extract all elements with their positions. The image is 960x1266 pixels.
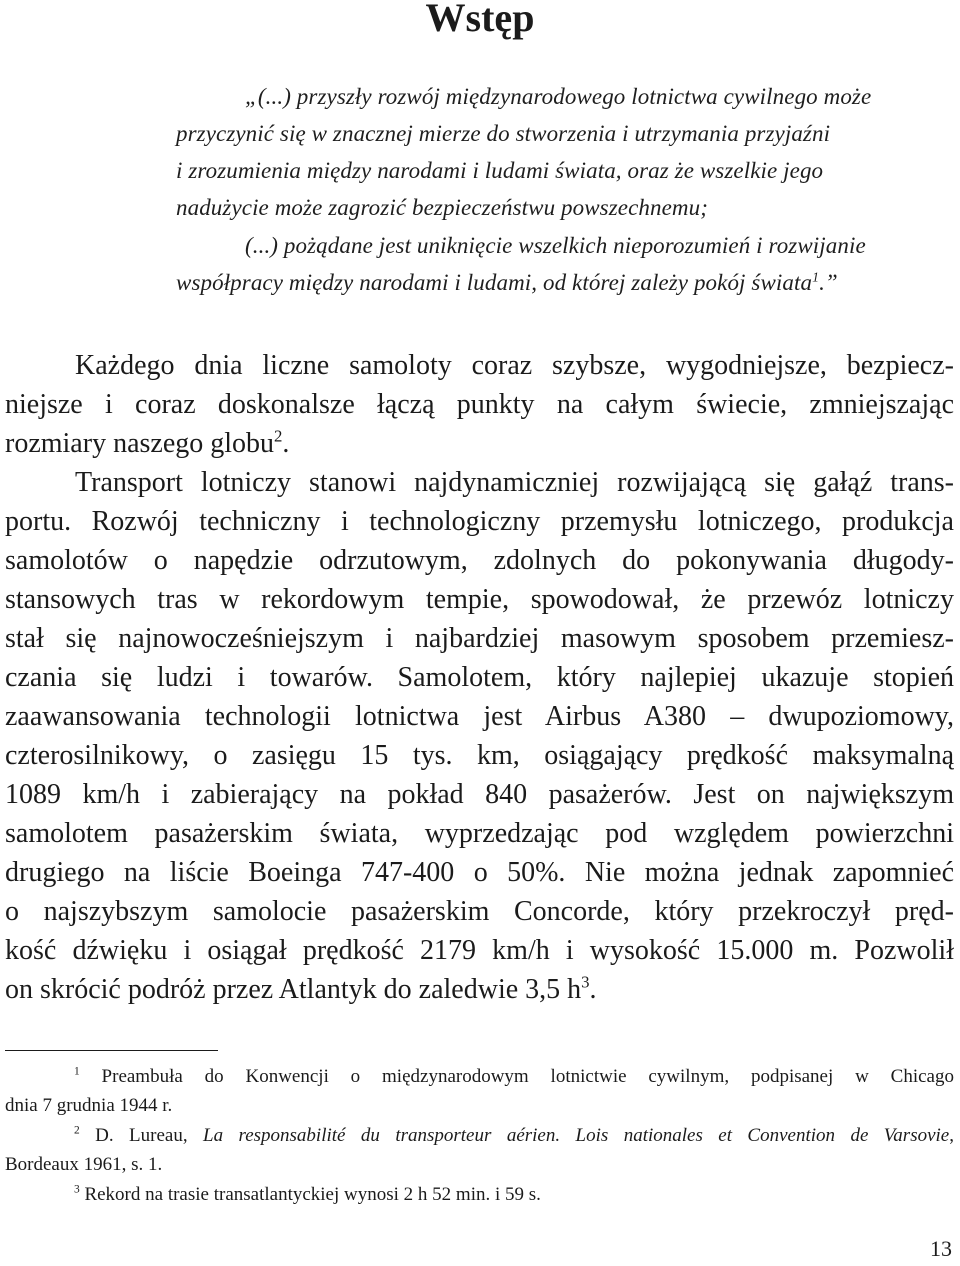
body-line: samolotów o napędzie odrzutowym, zdolnych do pokonywania długody- [5,545,954,576]
body-line: czterosilnikowy, o zasięgu 15 tys. km, osiągający prędkość maksymalną [5,740,954,771]
body-line: samolotem pasażerskim świata, wyprzedzając pod względem powierzchni [5,818,954,849]
footnote-ref[interactable]: 3 [581,972,590,992]
body-line: niejsze i coraz doskonalsze łączą punkty na całym świecie, zmniejszając [5,389,954,420]
body-line: stał się najnowocześniejszym i najbardziej masowym sposobem przemiesz- [5,623,954,654]
body-line: kość dźwięku i osiągał prędkość 2179 km/h i wysokość 15.000 m. Pozwolił [5,935,954,966]
footnote-3: $^3$ Rekord na trasie transatlantyckiej wynosi 2 h 52 min. i 59 s. [74,1183,541,1205]
body-line: czania się ludzi i towarów. Samolotem, który najlepiej ukazuje stopień [5,662,954,693]
body-line: Transport lotniczy stanowi najdynamiczniej rozwijającą się gałąź trans- [75,467,954,498]
footnote-number: 3 [74,1183,80,1196]
body-line: portu. Rozwój techniczny i technologiczny przemysłu lotniczego, produkcja [5,506,954,537]
quote-line: przyczynić się w znacznej mierze do stworzenia i utrzymania przyjaźni [176,121,831,146]
footnote-2: $^2$ D. Lureau, La responsabilité du transporteur aérien. Lois nationales et Convention de Varsovie, [74,1125,954,1146]
quote-line-last: współpracy między narodami i ludami, od której zależy pokój świata$^1$.” [176,269,838,295]
page-title: Wstęp [425,0,535,40]
body-line: o najszybszym samolocie pasażerskim Concorde, który przekroczył pręd- [5,896,954,927]
footnote-number: 2 [74,1125,80,1137]
body-line: drugiego na liście Boeinga 747-400 o 50%. Nie można jednak zapomnieć [5,857,954,888]
page-number: 13 [930,1236,952,1261]
footnote-separator [5,1050,218,1051]
quote-line: i zrozumienia między narodami i ludami świata, oraz że wszelkie jego [176,158,824,183]
body-line: 1089 km/h i zabierający na pokład 840 pasażerów. Jest on największym [5,779,954,810]
quote-line: „(...) przyszły rozwój międzynarodowego lotnictwa cywilnego może [245,84,872,109]
footnote-1: $^1$ Preambuła do Konwencji o międzynarodowym lotnictwie cywilnym, podpisanej w Chicago [74,1066,954,1087]
footnote-ref[interactable]: 1 [812,269,820,285]
footnote-1-cont: dnia 7 grudnia 1944 r. [5,1095,173,1116]
quote-line: nadużycie może zagrozić bezpieczeństwu powszechnemu; [176,195,708,220]
footnote-number: 1 [74,1066,80,1078]
quote-line: (...) pożądane jest uniknięcie wszelkich nieporozumień i rozwijanie [245,233,866,258]
footnote-ref[interactable]: 2 [274,426,283,446]
footnote-2-cont: Bordeaux 1961, s. 1. [5,1154,163,1175]
body-line-last: on skrócić podróż przez Atlantyk do zaledwie 3,5 $h^3$. [5,972,597,1005]
body-line: stansowych tras w rekordowym tempie, spowodował, że przewóz lotniczy [5,584,954,615]
body-line-last: rozmiary naszego globu$^2$. [5,426,290,459]
body-line: zaawansowania technologii lotnictwa jest Airbus A380 – dwupoziomowy, [5,701,954,732]
body-line: Każdego dnia liczne samoloty coraz szybsze, wygodniejsze, bezpiecz- [75,350,954,381]
